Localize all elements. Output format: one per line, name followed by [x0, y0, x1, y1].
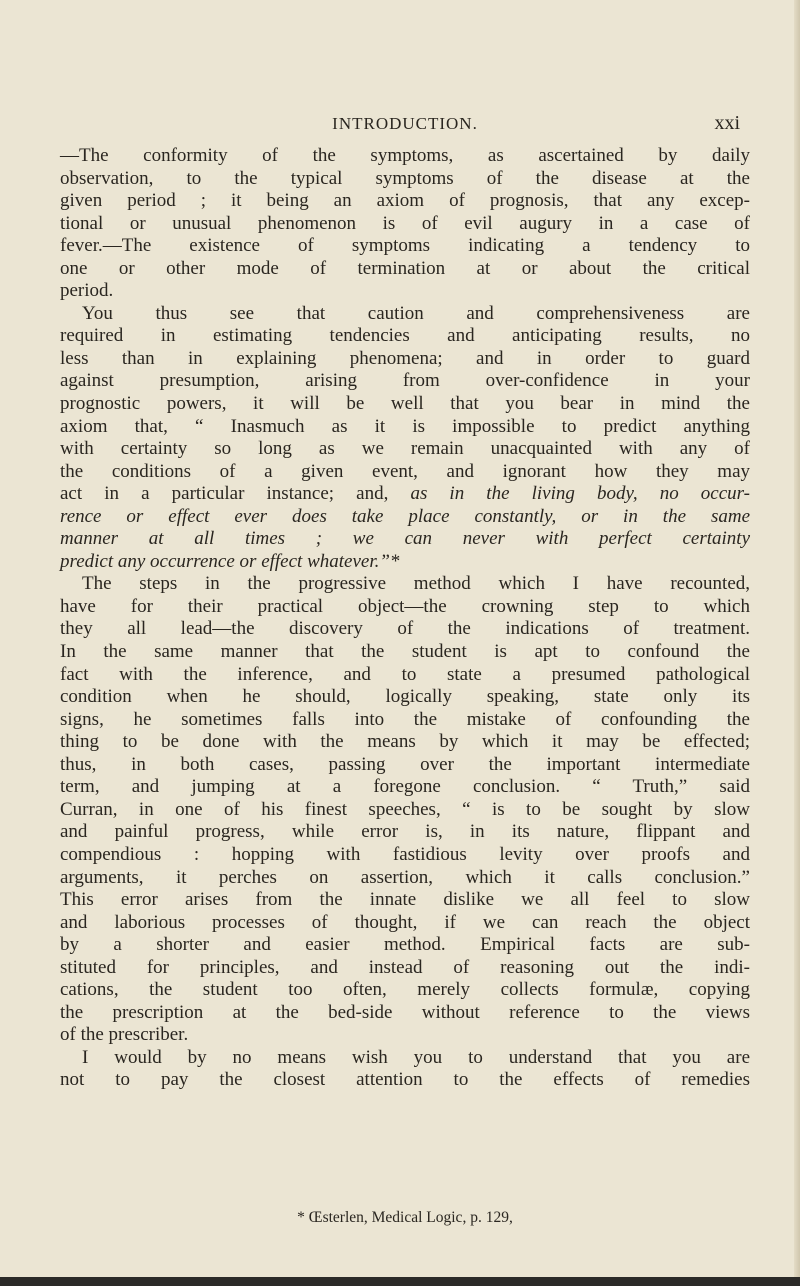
- text-line: the conditions of a given event, and ignorant how they may: [60, 460, 750, 482]
- paragraph-start: The steps in the progressive method which I have recounted,: [82, 573, 750, 595]
- text-line: period.: [60, 280, 114, 302]
- text-segment: act in a particular instance; and,: [60, 483, 389, 505]
- text-line: given period ; it being an axiom of prognosis, that any excep-: [60, 190, 750, 212]
- page-header: [60, 112, 750, 136]
- text-line: and laborious processes of thought, if we can reach the object: [60, 911, 750, 933]
- text-line: prognostic powers, it will be well that you bear in mind the: [60, 393, 750, 415]
- text-line: fact with the inference, and to state a presumed pathological: [60, 663, 750, 685]
- text-line: stituted for principles, and instead of reasoning out the indi-: [60, 956, 750, 978]
- paragraph-start: You thus see that caution and comprehensiveness are: [82, 302, 750, 324]
- italic-line: predict any occurrence or effect whatever.”*: [60, 550, 400, 572]
- text-line: not to pay the closest attention to the effects of remedies: [60, 1069, 750, 1091]
- text-line: thus, in both cases, passing over the important intermediate: [60, 753, 750, 775]
- text-line: thing to be done with the means by which it may be effected;: [60, 731, 750, 753]
- text-line: This error arises from the innate dislike we all feel to slow: [60, 889, 750, 911]
- text-line: arguments, it perches on assertion, which it calls conclusion.”: [60, 866, 750, 888]
- italic-line: manner at all times ; we can never with perfect certainty: [60, 528, 750, 550]
- text-line: observation, to the typical symptoms of the disease at the: [60, 167, 750, 189]
- page-number: xxi: [714, 112, 740, 134]
- text-line: by a shorter and easier method. Empirical facts are sub-: [60, 934, 750, 956]
- text-line: fever.—The existence of symptoms indicating a tendency to: [60, 235, 750, 257]
- text-line: against presumption, arising from over-confidence in your: [60, 370, 750, 392]
- text-line: of the prescriber.: [60, 1024, 189, 1046]
- text-line: less than in explaining phenomena; and in order to guard: [60, 347, 750, 369]
- text-line: have for their practical object—the crowning step to which: [60, 595, 750, 617]
- text-line: with certainty so long as we remain unacquainted with any of: [60, 438, 750, 460]
- running-head: INTRODUCTION.: [332, 114, 478, 133]
- text-line: and painful progress, while error is, in its nature, flippant and: [60, 821, 750, 843]
- text-line: the prescription at the bed-side without reference to the views: [60, 1001, 750, 1023]
- text-line: —The conformity of the symptoms, as ascertained by daily: [60, 145, 750, 166]
- italic-segment: as in the living body, no occur-: [410, 483, 750, 505]
- paragraph-start: I would by no means wish you to understand that you are: [82, 1046, 750, 1068]
- text-line: they all lead—the discovery of the indications of treatment.: [60, 618, 750, 640]
- footnote: * Œsterlen, Medical Logic, p. 129,: [297, 1209, 513, 1226]
- text-line: compendious : hopping with fastidious levity over proofs and: [60, 843, 750, 865]
- body-text: [60, 145, 750, 1092]
- italic-line: rence or effect ever does take place constantly, or in the same: [60, 505, 750, 527]
- text-line: required in estimating tendencies and anticipating results, no: [60, 325, 750, 347]
- text-line: Curran, in one of his finest speeches, “ is to be sought by slow: [60, 798, 750, 820]
- text-line: term, and jumping at a foregone conclusion. “ Truth,” said: [60, 776, 750, 798]
- text-line: axiom that, “ Inasmuch as it is impossible to predict anything: [60, 415, 750, 437]
- text-line: condition when he should, logically speaking, state only its: [60, 686, 750, 708]
- text-line-mixed: [60, 483, 750, 506]
- text-line: one or other mode of termination at or about the critical: [60, 257, 750, 279]
- text-line: signs, he sometimes falls into the mistake of confounding the: [60, 708, 750, 730]
- text-line: In the same manner that the student is apt to confound the: [60, 641, 750, 663]
- page-edge: [794, 0, 800, 1286]
- page-edge: [0, 1277, 800, 1286]
- text-line: cations, the student too often, merely collects formulæ, copying: [60, 979, 750, 1001]
- text-line: tional or unusual phenomenon is of evil augury in a case of: [60, 212, 750, 234]
